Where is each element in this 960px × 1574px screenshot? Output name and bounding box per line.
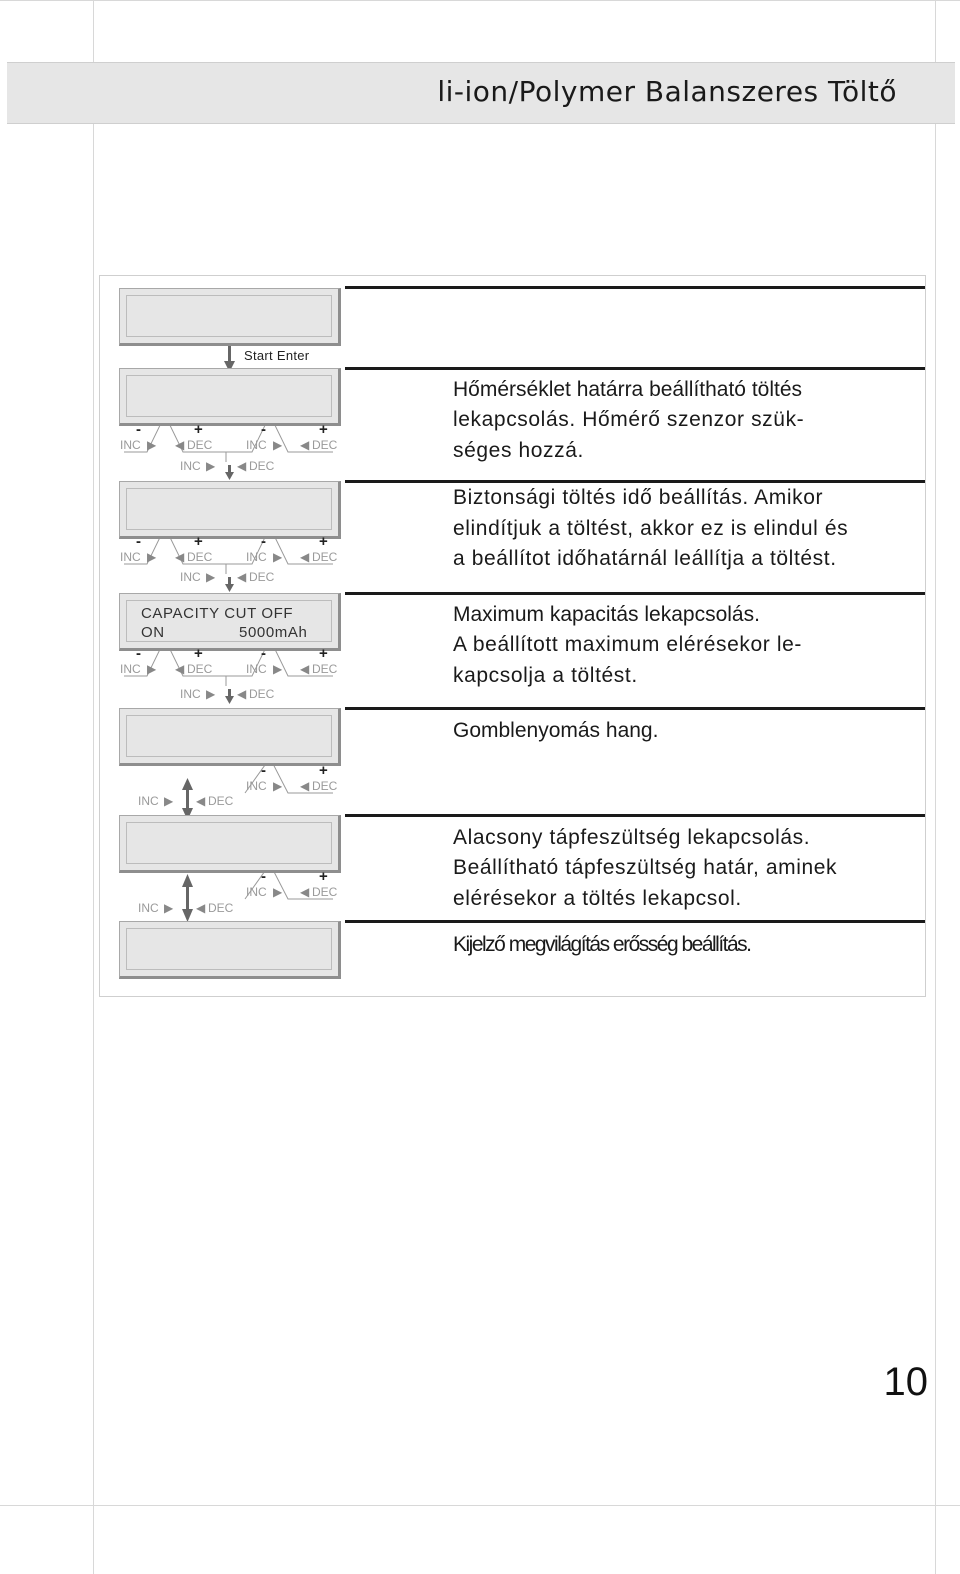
dec-arrow-icon: ◀ (300, 885, 310, 899)
lcd-capacity-line1: CAPACITY CUT OFF (141, 605, 294, 622)
inc-arrow-icon: ▶ (273, 885, 283, 899)
dec-label: DEC (312, 779, 338, 793)
dec-label: DEC (312, 885, 338, 899)
inc-label: INC (180, 570, 201, 584)
inc-label: INC (120, 550, 141, 564)
dec-label: DEC (312, 550, 338, 564)
desc-temp-line2: lekapcsolás. Hőmérő szenzor szük- (453, 408, 805, 431)
desc-temp-line1: Hőmérséklet határra beállítható töltés (453, 378, 803, 401)
inc-label: INC (246, 662, 267, 676)
dec-label: DEC (208, 901, 234, 915)
inc-arrow-icon: ▶ (164, 794, 174, 808)
start-enter-label: Start Enter (244, 348, 310, 363)
inc-arrow-icon: ▶ (206, 570, 216, 584)
plus-sign: + (319, 421, 328, 438)
inc-arrow-icon: ▶ (206, 687, 216, 701)
desc-capacity-line3: kapcsolja a töltést. (453, 664, 638, 687)
desc-backlight: Kijelző megvilágítás erősség beállítás. (453, 933, 751, 956)
dec-arrow-icon: ◀ (237, 687, 247, 701)
minus-sign: - (261, 868, 266, 885)
plus-sign: + (319, 868, 328, 885)
dec-label: DEC (312, 662, 338, 676)
inc-arrow-icon: ▶ (273, 662, 283, 676)
minus-sign: - (261, 533, 266, 550)
dec-label: DEC (249, 570, 275, 584)
plus-sign: + (194, 421, 203, 438)
inc-arrow-icon: ▶ (147, 662, 157, 676)
section-divider (345, 707, 925, 710)
minus-sign: - (136, 645, 141, 662)
inc-label: INC (246, 550, 267, 564)
page-title: li-ion/Polymer Balanszeres Töltő (437, 75, 897, 108)
lcd-screen-low-voltage (119, 815, 341, 873)
desc-lowvolt-line2: Beállítható tápfeszültség határ, aminek (453, 856, 838, 879)
dec-arrow-icon: ◀ (196, 794, 206, 808)
lcd-capacity-line2-right: 5000mAh (239, 624, 308, 641)
lcd-capacity-line2-left: ON (141, 624, 165, 641)
dec-arrow-icon: ◀ (300, 550, 310, 564)
desc-safety-line3: a beállítot időhatárnál leállítja a töltést. (453, 547, 837, 570)
inc-label: INC (180, 459, 201, 473)
inc-arrow-icon: ▶ (147, 550, 157, 564)
plus-sign: + (194, 645, 203, 662)
inc-label: INC (246, 779, 267, 793)
desc-buzzer: Gomblenyomás hang. (453, 719, 659, 742)
dec-arrow-icon: ◀ (175, 662, 185, 676)
inc-arrow-icon: ▶ (273, 438, 283, 452)
inc-arrow-icon: ▶ (273, 550, 283, 564)
section-divider (345, 286, 925, 289)
dec-arrow-icon: ◀ (175, 438, 185, 452)
minus-sign: - (136, 533, 141, 550)
desc-lowvolt-line1: Alacsony tápfeszültség lekapcsolás. (453, 826, 811, 849)
desc-safety-line2: elindítjuk a töltést, akkor ez is elindul és (453, 517, 849, 540)
dec-arrow-icon: ◀ (237, 570, 247, 584)
lcd-screen-capacity (119, 593, 341, 651)
section-divider (345, 814, 925, 817)
lcd-screen-backlight (119, 921, 341, 979)
plus-sign: + (319, 762, 328, 779)
desc-capacity-line1: Maximum kapacitás lekapcsolás. (453, 603, 760, 626)
lcd-screen-temp (119, 368, 341, 426)
dec-arrow-icon: ◀ (300, 662, 310, 676)
dec-label: DEC (249, 687, 275, 701)
inc-arrow-icon: ▶ (147, 438, 157, 452)
lcd-screen-buzzer (119, 708, 341, 766)
dec-arrow-icon: ◀ (300, 438, 310, 452)
desc-temp-line3: séges hozzá. (453, 439, 584, 462)
dec-arrow-icon: ◀ (300, 779, 310, 793)
inc-label: INC (246, 438, 267, 452)
minus-sign: - (261, 421, 266, 438)
minus-sign: - (261, 762, 266, 779)
section-divider (345, 367, 925, 370)
inc-label: INC (120, 438, 141, 452)
inc-arrow-icon: ▶ (164, 901, 174, 915)
page-number: 10 (883, 1360, 928, 1404)
lcd-screen-safety-timer (119, 481, 341, 539)
dec-label: DEC (312, 438, 338, 452)
minus-sign: - (136, 421, 141, 438)
inc-label: INC (138, 901, 159, 915)
inc-label: INC (120, 662, 141, 676)
dec-arrow-icon: ◀ (175, 550, 185, 564)
dec-label: DEC (187, 662, 213, 676)
dec-arrow-icon: ◀ (237, 459, 247, 473)
dec-label: DEC (249, 459, 275, 473)
inc-label: INC (180, 687, 201, 701)
inc-arrow-icon: ▶ (206, 459, 216, 473)
plus-sign: + (194, 533, 203, 550)
dec-arrow-icon: ◀ (196, 901, 206, 915)
dec-label: DEC (208, 794, 234, 808)
desc-lowvolt-line3: elérésekor a töltés lekapcsol. (453, 887, 742, 910)
inc-arrow-icon: ▶ (273, 779, 283, 793)
inc-label: INC (138, 794, 159, 808)
section-divider (345, 592, 925, 595)
dec-label: DEC (187, 550, 213, 564)
minus-sign: - (261, 645, 266, 662)
desc-safety-line1: Biztonsági töltés idő beállítás. Amikor (453, 486, 824, 509)
section-divider (345, 920, 925, 923)
plus-sign: + (319, 533, 328, 550)
dec-label: DEC (187, 438, 213, 452)
desc-capacity-line2: A beállított maximum elérésekor le- (453, 633, 802, 656)
inc-label: INC (246, 885, 267, 899)
lcd-screen-start (119, 288, 341, 346)
plus-sign: + (319, 645, 328, 662)
